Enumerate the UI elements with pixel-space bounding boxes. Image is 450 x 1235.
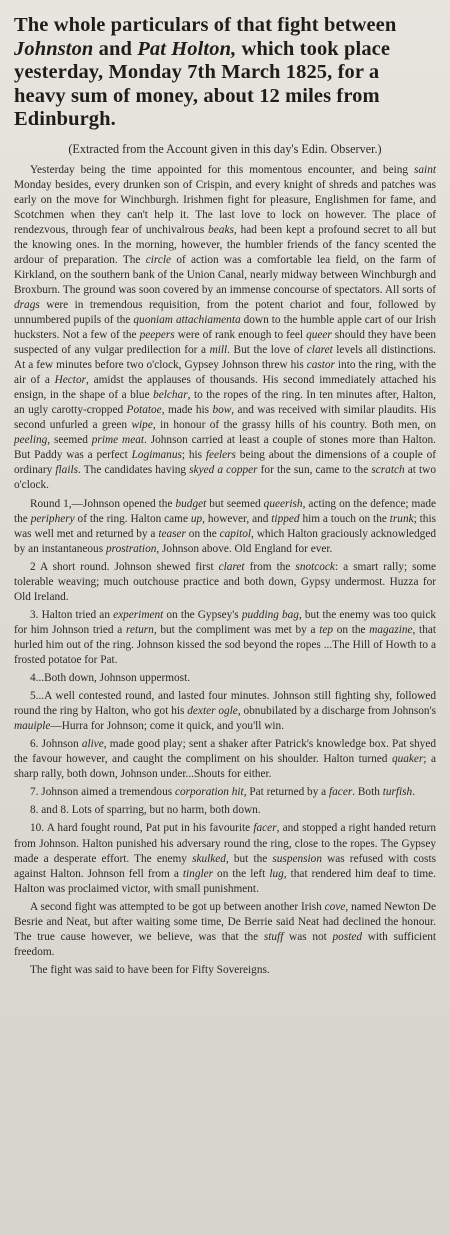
text-run: , that rendered him deaf to time. Halton was proclaimed victor, with small punishment. — [14, 867, 437, 895]
paragraph — [14, 689, 436, 734]
italic-term: dexter ogle — [187, 705, 238, 718]
text-run: 2 A short round. Johnson shewed first — [30, 560, 219, 573]
headline-part: which took place yesterday, Monday 7th March 1825, for a heavy sum of money, about 12 miles from Edinburgh. — [14, 37, 391, 130]
text-run: ; a sharp rally, both down, Johnson under...Shouts for either. — [14, 753, 436, 781]
text-run: ; his — [181, 449, 206, 462]
italic-term: bow — [212, 404, 232, 417]
paragraph — [14, 737, 436, 782]
text-run: , but the — [225, 852, 273, 865]
text-run: of the ring. Halton came — [74, 512, 191, 525]
text-run: , Johnson above. Old England for ever. — [156, 542, 333, 555]
paragraph — [14, 560, 436, 605]
italic-term: budget — [175, 497, 207, 510]
italic-term: belchar — [153, 389, 188, 402]
text-run: levels all distinctions. At a few minutes before two o'clock, Gypsey Johnson threw his — [14, 344, 436, 372]
italic-term: feelers — [205, 449, 236, 462]
fighter-name-johnston: Johnston — [14, 37, 94, 60]
italic-term: circle — [145, 253, 172, 266]
italic-term: tep — [319, 623, 334, 636]
text-run: on the Gypsey's — [163, 608, 242, 621]
text-run: Monday besides, every drunken son of Crispin, and every knight of shreds and patches was early on the move for Winchburgh. Irishmen fight for pleasure, Englishmen for fame, and Scotchmen when they can't help it. The last love to lock on however. The place of rendezvous, through fear of unchivalrous — [14, 178, 436, 236]
text-run: being about the dimensions of a couple of ordinary — [14, 449, 436, 477]
italic-term: beaks — [208, 223, 234, 236]
text-run: 4...Both down, Johnson uppermost. — [30, 672, 191, 685]
italic-term: turfish — [382, 786, 413, 799]
italic-term: Potatoe — [126, 404, 162, 417]
italic-term: posted — [332, 930, 363, 943]
italic-term: magazine — [369, 623, 413, 636]
text-run: , but the enemy was too quick for him Johnson tried a — [14, 608, 436, 636]
italic-term: mill — [209, 344, 228, 357]
paragraph — [14, 608, 436, 668]
italic-term: tipped — [271, 512, 300, 525]
intro-paragraph — [14, 163, 436, 494]
text-run: , in honour of the grassy hills of his country. Both men, on — [152, 419, 436, 432]
italic-term: pudding bag — [241, 608, 299, 621]
italic-term: facer — [329, 786, 353, 799]
text-run: should they have been suspected of any vulgar predilection for a — [14, 329, 436, 357]
text-run: on the — [333, 623, 370, 636]
text-run: of action was a comfortable lea field, on the farm of Kirkland, on the southern bank of the Union Canal, nearly midway between Winchburgh and Broxburn. The ground was soon covered by an immense concourse of spectators. All sorts of — [14, 253, 437, 296]
paragraph — [14, 963, 436, 978]
italic-term: flails — [55, 464, 79, 477]
italic-term: stuff — [263, 930, 284, 943]
text-run: were of rank enough to feel — [174, 329, 307, 342]
text-run: 10. A hard fought round, Pat put in his favourite — [30, 822, 254, 835]
italic-term: quaker — [391, 753, 424, 766]
italic-term: scratch — [371, 464, 405, 477]
text-run: into the ring, with the air of a — [14, 359, 436, 387]
italic-term: drags — [14, 298, 40, 311]
fighter-name-holton: Pat Holton, — [137, 37, 237, 60]
text-run: , obnubilated by a discharge from Johnson's — [237, 705, 437, 718]
italic-term: corporation hit — [174, 786, 244, 799]
text-run: Round 1,—Johnson opened the — [30, 497, 176, 510]
headline-part: The whole particulars of that fight between — [14, 14, 397, 36]
text-run: , named Newton De Besrie and Neat, but after waiting some time, De Berrie said Neat had declined the honour. The true cause however, we believe, was that the — [14, 900, 436, 943]
text-run: 6. Johnson — [30, 738, 82, 751]
text-run: , and stopped a right handed return from Johnson. Halton punished his adversary round the ring, close to the ropes. The Gypsey made a desperate effort. The enemy — [14, 822, 437, 865]
italic-term: tingler — [182, 867, 214, 880]
text-run: , made his — [161, 404, 213, 417]
italic-term: peepers — [139, 329, 175, 342]
text-run: , made good play; sent a shaker after Patrick's knowledge box. Pat shyed the favour however, and caught the compliment on his shoulder. Halton turned — [14, 738, 436, 766]
text-run: : a smart rally; some tolerable weaving; much outchouse practice and both down, Gypsy undermost. Huzza for Old Ireland. — [14, 560, 436, 603]
italic-term: trunk — [389, 512, 414, 525]
italic-term: up — [190, 512, 203, 525]
text-run: The fight was said to have been for Fifty Sovereigns. — [30, 963, 270, 976]
text-run: , amidst the applauses of thousands. His second immediately attached his ensign, in the shape of a blue — [14, 374, 437, 402]
text-run: , that hurled him out of the ring. Johnson kissed the sod beyond the ropes ...The Hill of Howth to a frosted potatoe for Pat. — [14, 623, 436, 666]
text-run: , acting on the defence; made the — [14, 497, 436, 525]
italic-term: cove — [324, 900, 346, 913]
italic-term: wipe — [131, 419, 153, 432]
text-run: 8. and 8. Lots of sparring, but no harm, both down. — [30, 804, 261, 817]
text-run: Yesterday being the time appointed for this momentous encounter, and being — [30, 163, 415, 176]
italic-term: peeling — [14, 434, 48, 447]
italic-term: capitol — [219, 527, 252, 540]
paragraph — [14, 497, 436, 557]
italic-term: mauiple — [14, 720, 51, 733]
paragraph — [14, 900, 436, 960]
text-run: . Both — [352, 786, 383, 799]
italic-term: return — [125, 623, 154, 636]
italic-term: claret — [218, 560, 245, 573]
italic-term: queer — [306, 329, 332, 342]
italic-term: skulked — [192, 852, 226, 865]
italic-term: periphery — [30, 512, 75, 525]
italic-term: experiment — [113, 608, 164, 621]
text-run: , however, and — [202, 512, 272, 525]
italic-term: lug — [269, 867, 284, 880]
paragraph — [14, 785, 436, 800]
italic-term: facer — [253, 822, 277, 835]
text-run: from the — [244, 560, 296, 573]
text-run: 3. Halton tried an — [30, 608, 114, 621]
text-run: was refused with costs against Halton. Johnson fell from a — [14, 852, 436, 880]
paragraph — [14, 821, 436, 896]
italic-term: snotcock — [295, 560, 335, 573]
text-run: , seemed — [47, 434, 92, 447]
text-run: with sufficient freedom. — [14, 930, 436, 958]
text-run: A second fight was attempted to be got up between another Irish — [30, 900, 325, 913]
text-run: 7. Johnson aimed a tremendous — [30, 786, 175, 799]
italic-term: prime meat — [91, 434, 144, 447]
italic-term: claret — [306, 344, 333, 357]
italic-term: skyed a copper — [189, 464, 258, 477]
text-run: him a touch on the — [299, 512, 390, 525]
italic-term: castor — [306, 359, 335, 372]
text-run: , to the ropes of the ring. In ten minutes after, Halton, an ugly carotty-cropped — [14, 389, 436, 417]
text-run: . But the love of — [227, 344, 307, 357]
italic-term: prostration — [105, 542, 157, 555]
text-run: , which Halton graciously acknowledged by an instantaneous — [14, 527, 436, 555]
italic-term: alive — [81, 738, 104, 751]
text-run: for the sun, came to the — [257, 464, 372, 477]
text-run: —Hurra for Johnson; come it quick, and you'll win. — [50, 720, 284, 733]
text-run: was not — [283, 930, 333, 943]
text-run: . Johnson carried at least a couple of stones more than Halton. But Paddy was a perfect — [14, 434, 436, 462]
source-note: (Extracted from the Account given in this day's Edin. Observer.) — [68, 141, 382, 156]
paragraph — [14, 803, 436, 818]
text-run: , had been kept a profound secret to all but the knowing ones. In the morning, however, the humbler friends of the fancy scented the ardour of preparation. The — [14, 223, 436, 266]
text-run: , Pat returned by a — [243, 786, 330, 799]
headline — [14, 14, 436, 132]
text-run: at two o'clock. — [14, 464, 436, 492]
text-run: . — [412, 786, 416, 799]
italic-term: suspension — [272, 852, 322, 865]
paragraph — [14, 671, 436, 686]
italic-term: Hector — [54, 374, 86, 387]
text-run: ; this was well met and returned by a — [14, 512, 436, 540]
italic-term: queerish — [263, 497, 303, 510]
text-run: on the — [185, 527, 220, 540]
text-run: . The candidates having — [78, 464, 190, 477]
text-run: but seemed — [206, 497, 264, 510]
italic-term: saint — [414, 163, 436, 176]
headline-part: and — [93, 37, 138, 60]
article-body — [14, 163, 436, 978]
text-run: down to the humble apple cart of our Irish hucksters. Not a few of the — [14, 313, 436, 342]
text-run: , and was received with similar plaudits. His second unfurled a green — [14, 404, 436, 432]
text-run: were in tremendous requisition, from the potent chariot and four, followed by unnumbered pupils of the — [14, 298, 436, 326]
text-run: on the left — [213, 867, 270, 880]
italic-term: teaser — [158, 527, 186, 540]
italic-term: quoniam attachiamenta — [133, 313, 241, 326]
text-run: , but the compliment was met by a — [153, 623, 320, 636]
italic-term: Logimanus — [131, 449, 182, 462]
text-run: 5...A well contested round, and lasted four minutes. Johnson still fighting shy, followed round the ring by Halton, who got his — [14, 690, 436, 718]
